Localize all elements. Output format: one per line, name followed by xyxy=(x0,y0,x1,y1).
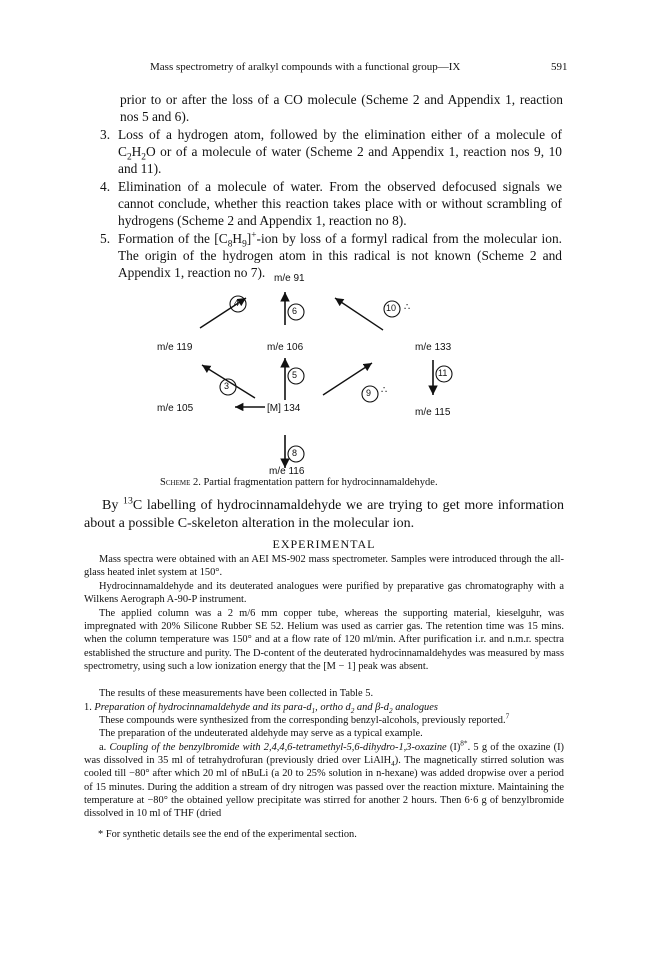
list-text: Formation of the $[C_8H_9]^+$-ion by loss of a formyl radical from the molecular ion. The origin of the hydrogen atom in this radical is not known (Scheme 2 and Appendix 1, reaction no 7). xyxy=(118,230,562,281)
reaction-number: 6 xyxy=(292,306,298,316)
exp-paragraph: Mass spectra were obtained with an AEI MS-902 mass spectrometer. Samples were introduced through the all-glass heated inlet system at 150°. xyxy=(84,554,564,579)
list-number: 5. xyxy=(100,231,111,246)
label-m115: m/e 115 xyxy=(415,407,451,418)
reaction-number: 4 xyxy=(234,298,240,308)
running-header: Mass spectrometry of aralkyl compounds with a functional group—IX xyxy=(150,61,461,73)
reaction-number: 9 xyxy=(366,388,372,398)
metastable-mark: ∴ xyxy=(381,385,388,396)
exp-paragraph: These compounds were synthesized from the corresponding benzyl-alcohols, previously reported.$^7$ xyxy=(99,712,510,726)
exp-paragraph: Hydrocinnamaldehyde and its deuterated analogues were purified by preparative gas chromatography with a Wilkens Aerograph A-90-P instrument. xyxy=(84,581,564,606)
footnote: * For synthetic details see the end of the experimental section. xyxy=(98,829,357,840)
exp-paragraph: a. Coupling of the benzylbromide with 2,4,4,6-tetramethyl-5,6-dihydro-1,3-oxazine $(I)^{8*}$. 5 g of the oxazine (I) was dissolved in 35 ml of tetrahydrofuran (previously dried over LiAlH$_4$). The magnetically stirred solution was cooled till −80° after which 20 ml of nBuLi (a 20 to 25% solution in n-hexane) was added dropwise over a period of 15 minutes. During the addition a stream of dry nitrogen was passed over the reaction mixture. Maintaining the temperature at −80° the obtained yellow precipitate was stirred for another 2 hours. Then 6·6 g of benzylbromide dissolved in 10 ml of THF (dried xyxy=(84,739,564,820)
page-number: 591 xyxy=(551,61,568,73)
reaction-number: 10 xyxy=(386,303,397,313)
arrow-reaction-4 xyxy=(200,298,246,328)
label-m105: m/e 105 xyxy=(157,403,194,414)
subsection-heading: 1. Preparation of hydrocinnamaldehyde and its para-$d_1$, ortho $d_2$ and $\beta-d_2$ analogues xyxy=(84,702,438,716)
intro-continuation: prior to or after the loss of a CO molecule (Scheme 2 and Appendix 1, reaction nos 5 and 6). xyxy=(120,92,563,125)
label-m119: m/e 119 xyxy=(157,342,193,353)
label-molecular-ion: [M] 134 xyxy=(267,403,301,414)
exp-paragraph: The preparation of the undeuterated aldehyde may serve as a typical example. xyxy=(99,728,423,739)
list-text: Elimination of a molecule of water. From the observed defocused signals we cannot conclude, whether this reaction takes place with or without scrambling of hydrogens (Scheme 2 and Appendix 1, reaction no 8). xyxy=(118,179,562,229)
label-m116: m/e 116 xyxy=(269,466,305,477)
metastable-mark: ∴ xyxy=(404,302,411,313)
exp-paragraph: The results of these measurements have been collected in Table 5. xyxy=(99,688,374,699)
list-number: 4. xyxy=(100,179,111,194)
label-m91: m/e 91 xyxy=(274,273,305,284)
arrow-reaction-9 xyxy=(323,363,372,395)
list-number: 3. xyxy=(100,127,111,142)
reaction-number: 11 xyxy=(438,368,448,378)
list-item xyxy=(100,126,562,178)
label-m106: m/e 106 xyxy=(267,342,304,353)
scheme-caption: Scheme 2. Partial fragmentation pattern for hydrocinnamaldehyde. xyxy=(160,477,438,488)
label-m133: m/e 133 xyxy=(415,342,452,353)
list-item xyxy=(100,178,562,230)
reaction-number: 8 xyxy=(292,448,298,458)
c13-paragraph: By $^{13}$C labelling of hydrocinnamaldehyde we are trying to get more information about a possible C-skeleton alteration in the molecular ion. xyxy=(84,495,564,531)
fragmentation-scheme xyxy=(150,270,490,480)
list-text: Loss of a hydrogen atom, followed by the elimination either of a molecule of $C_2H_2O$ or of a molecule of water (Scheme 2 and Appendix 1, reaction nos 9, 10 and 11). xyxy=(118,127,562,177)
arrow-reaction-10 xyxy=(335,298,383,330)
section-heading: EXPERIMENTAL xyxy=(272,537,376,551)
reaction-number: 3 xyxy=(224,381,230,391)
reaction-number: 5 xyxy=(292,370,298,380)
exp-paragraph: The applied column was a 2 m/6 mm copper tube, whereas the supporting material, kieselguhr, was impregnated with 20% Silicone Rubber SE 52. Helium was used as carrier gas. The retention time was 15 mins. when the column temperature was 150° and at a flow rate of 120 ml/min. After purification i.r. and n.m.r. spectra established the structure and purity. The D-content of the deuterated hydrocinnamaldehydes was measured by mass spectrometry, using such a low ionization energy that the [M − 1] peak was absent. xyxy=(84,608,564,672)
reaction-circles xyxy=(220,296,452,462)
